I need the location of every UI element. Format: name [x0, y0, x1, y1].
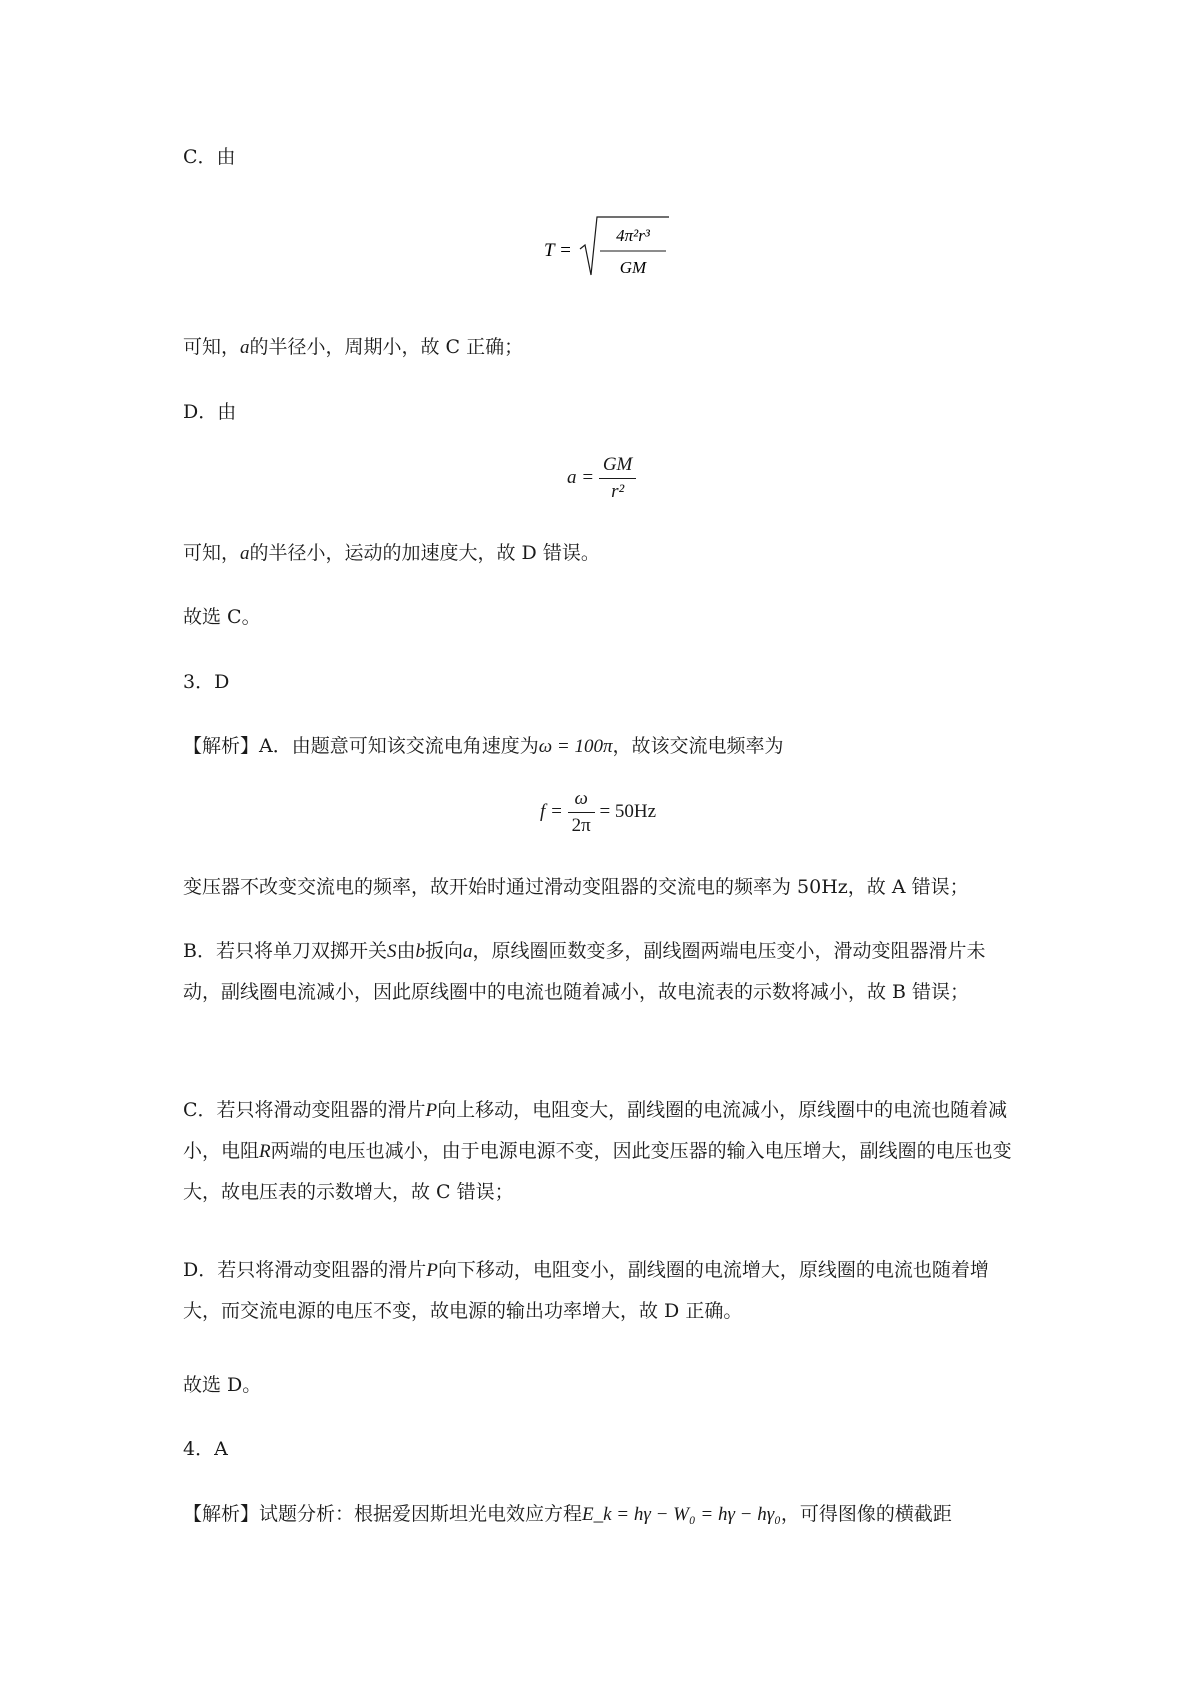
q4-answer: 4．A [183, 1438, 228, 1460]
c-conclusion-pre: 可知， [183, 336, 241, 358]
period-formula-svg [544, 203, 674, 283]
option-c-conclusion [183, 327, 1023, 368]
q3-c-var-r: R [259, 1141, 271, 1162]
d-conclusion-var: a [240, 543, 250, 564]
q3-d-text-1: D．若只将滑动变阻器的滑片 [183, 1259, 427, 1281]
accel-fraction [599, 452, 637, 505]
period-lhs: T = [544, 240, 572, 261]
c-conclusion-post: 的半径小，周期小，故 C 正确； [249, 336, 524, 358]
freq-fraction [568, 786, 595, 839]
q4-analysis [183, 1494, 1023, 1535]
d-conclusion-post: 的半径小，运动的加速度大，故 D 错误。 [249, 542, 600, 564]
q3-b-var-a: a [463, 941, 473, 962]
option-d-label: D．由 [183, 401, 237, 423]
q3-c-text-3: 两端的电压也减小，由于电源电源不变，因此变压器的输入电压增大，副线圈的电压也变大，故电压表的示数增大，故 C 错误； [183, 1140, 1012, 1203]
freq-denominator: 2π [571, 815, 591, 836]
freq-formula [540, 786, 656, 839]
q3-freq-conclusion: 变压器不改变交流电的频率，故开始时通过滑动变阻器的交流电的频率为 50Hz，故 A 错误； [183, 876, 969, 898]
freq-numerator: ω [568, 786, 595, 813]
q3-d-text-2: 向下移动，电阻变小，副线圈的电流增大，原线圈的电流也随着增大，而交流电源的电压不变，故电源的输出功率增大，故 D 正确。 [183, 1259, 989, 1322]
q3-c-text-2: 向上移动，电阻变大，副线圈的电流减小，原线圈中的电流也随着减小，电阻 [183, 1099, 1008, 1162]
period-numerator: 4π²r³ [616, 226, 650, 245]
q4-equation: E_k = hγ − W₀ = hγ − hγ₀ [582, 1504, 781, 1525]
option-c-label: C．由 [183, 146, 236, 168]
q3-omega: ω = 100π [538, 736, 613, 757]
q4-analysis-post: ，可得图像的横截距 [780, 1503, 952, 1525]
d-conclusion-pre: 可知， [183, 542, 241, 564]
freq-lhs: f = [540, 800, 563, 822]
q3-b-var-s: S [386, 941, 397, 962]
accel-denominator: r² [611, 481, 625, 502]
q3-b-text-1: B．若只将单刀双掷开关 [183, 940, 387, 962]
q3-b-text-2: 由 [396, 940, 416, 962]
q3-analysis-pre: 【解析】A．由题意可知该交流电角速度为 [183, 735, 539, 757]
choose-d: 故选 D。 [183, 1374, 262, 1396]
q3-b-var-b: b [415, 941, 425, 962]
q3-b-text-4: ，原线圈匝数变多，副线圈两端电压变小，滑动变阻器滑片未动，副线圈电流减小，因此原线圈中的电流也随着减小，故电流表的示数将减小，故 B 错误； [183, 940, 986, 1003]
q3-b-text-3: 扳向 [424, 940, 463, 962]
option-d-conclusion [183, 533, 1023, 574]
q3-d-var-p: P [426, 1260, 438, 1281]
q3-option-d [183, 1250, 1023, 1331]
choose-c: 故选 C。 [183, 606, 261, 628]
q3-analysis-a [183, 726, 1023, 767]
accel-numerator: GM [599, 452, 637, 479]
q3-option-b [183, 931, 1023, 1012]
q3-c-var-p: P [425, 1100, 438, 1121]
q3-option-c [183, 1090, 1023, 1212]
q4-analysis-pre: 【解析】试题分析：根据爱因斯坦光电效应方程 [183, 1503, 583, 1525]
q3-answer: 3．D [183, 671, 230, 693]
freq-rhs: = 50Hz [599, 800, 657, 822]
period-formula [544, 203, 674, 283]
c-conclusion-var: a [240, 337, 250, 358]
q3-analysis-post: ，故该交流电频率为 [612, 735, 784, 757]
q3-c-text-1: C．若只将滑动变阻器的滑片 [183, 1099, 426, 1121]
period-denominator: GM [619, 258, 647, 277]
accel-formula [567, 452, 636, 505]
accel-lhs: a = [567, 466, 595, 488]
